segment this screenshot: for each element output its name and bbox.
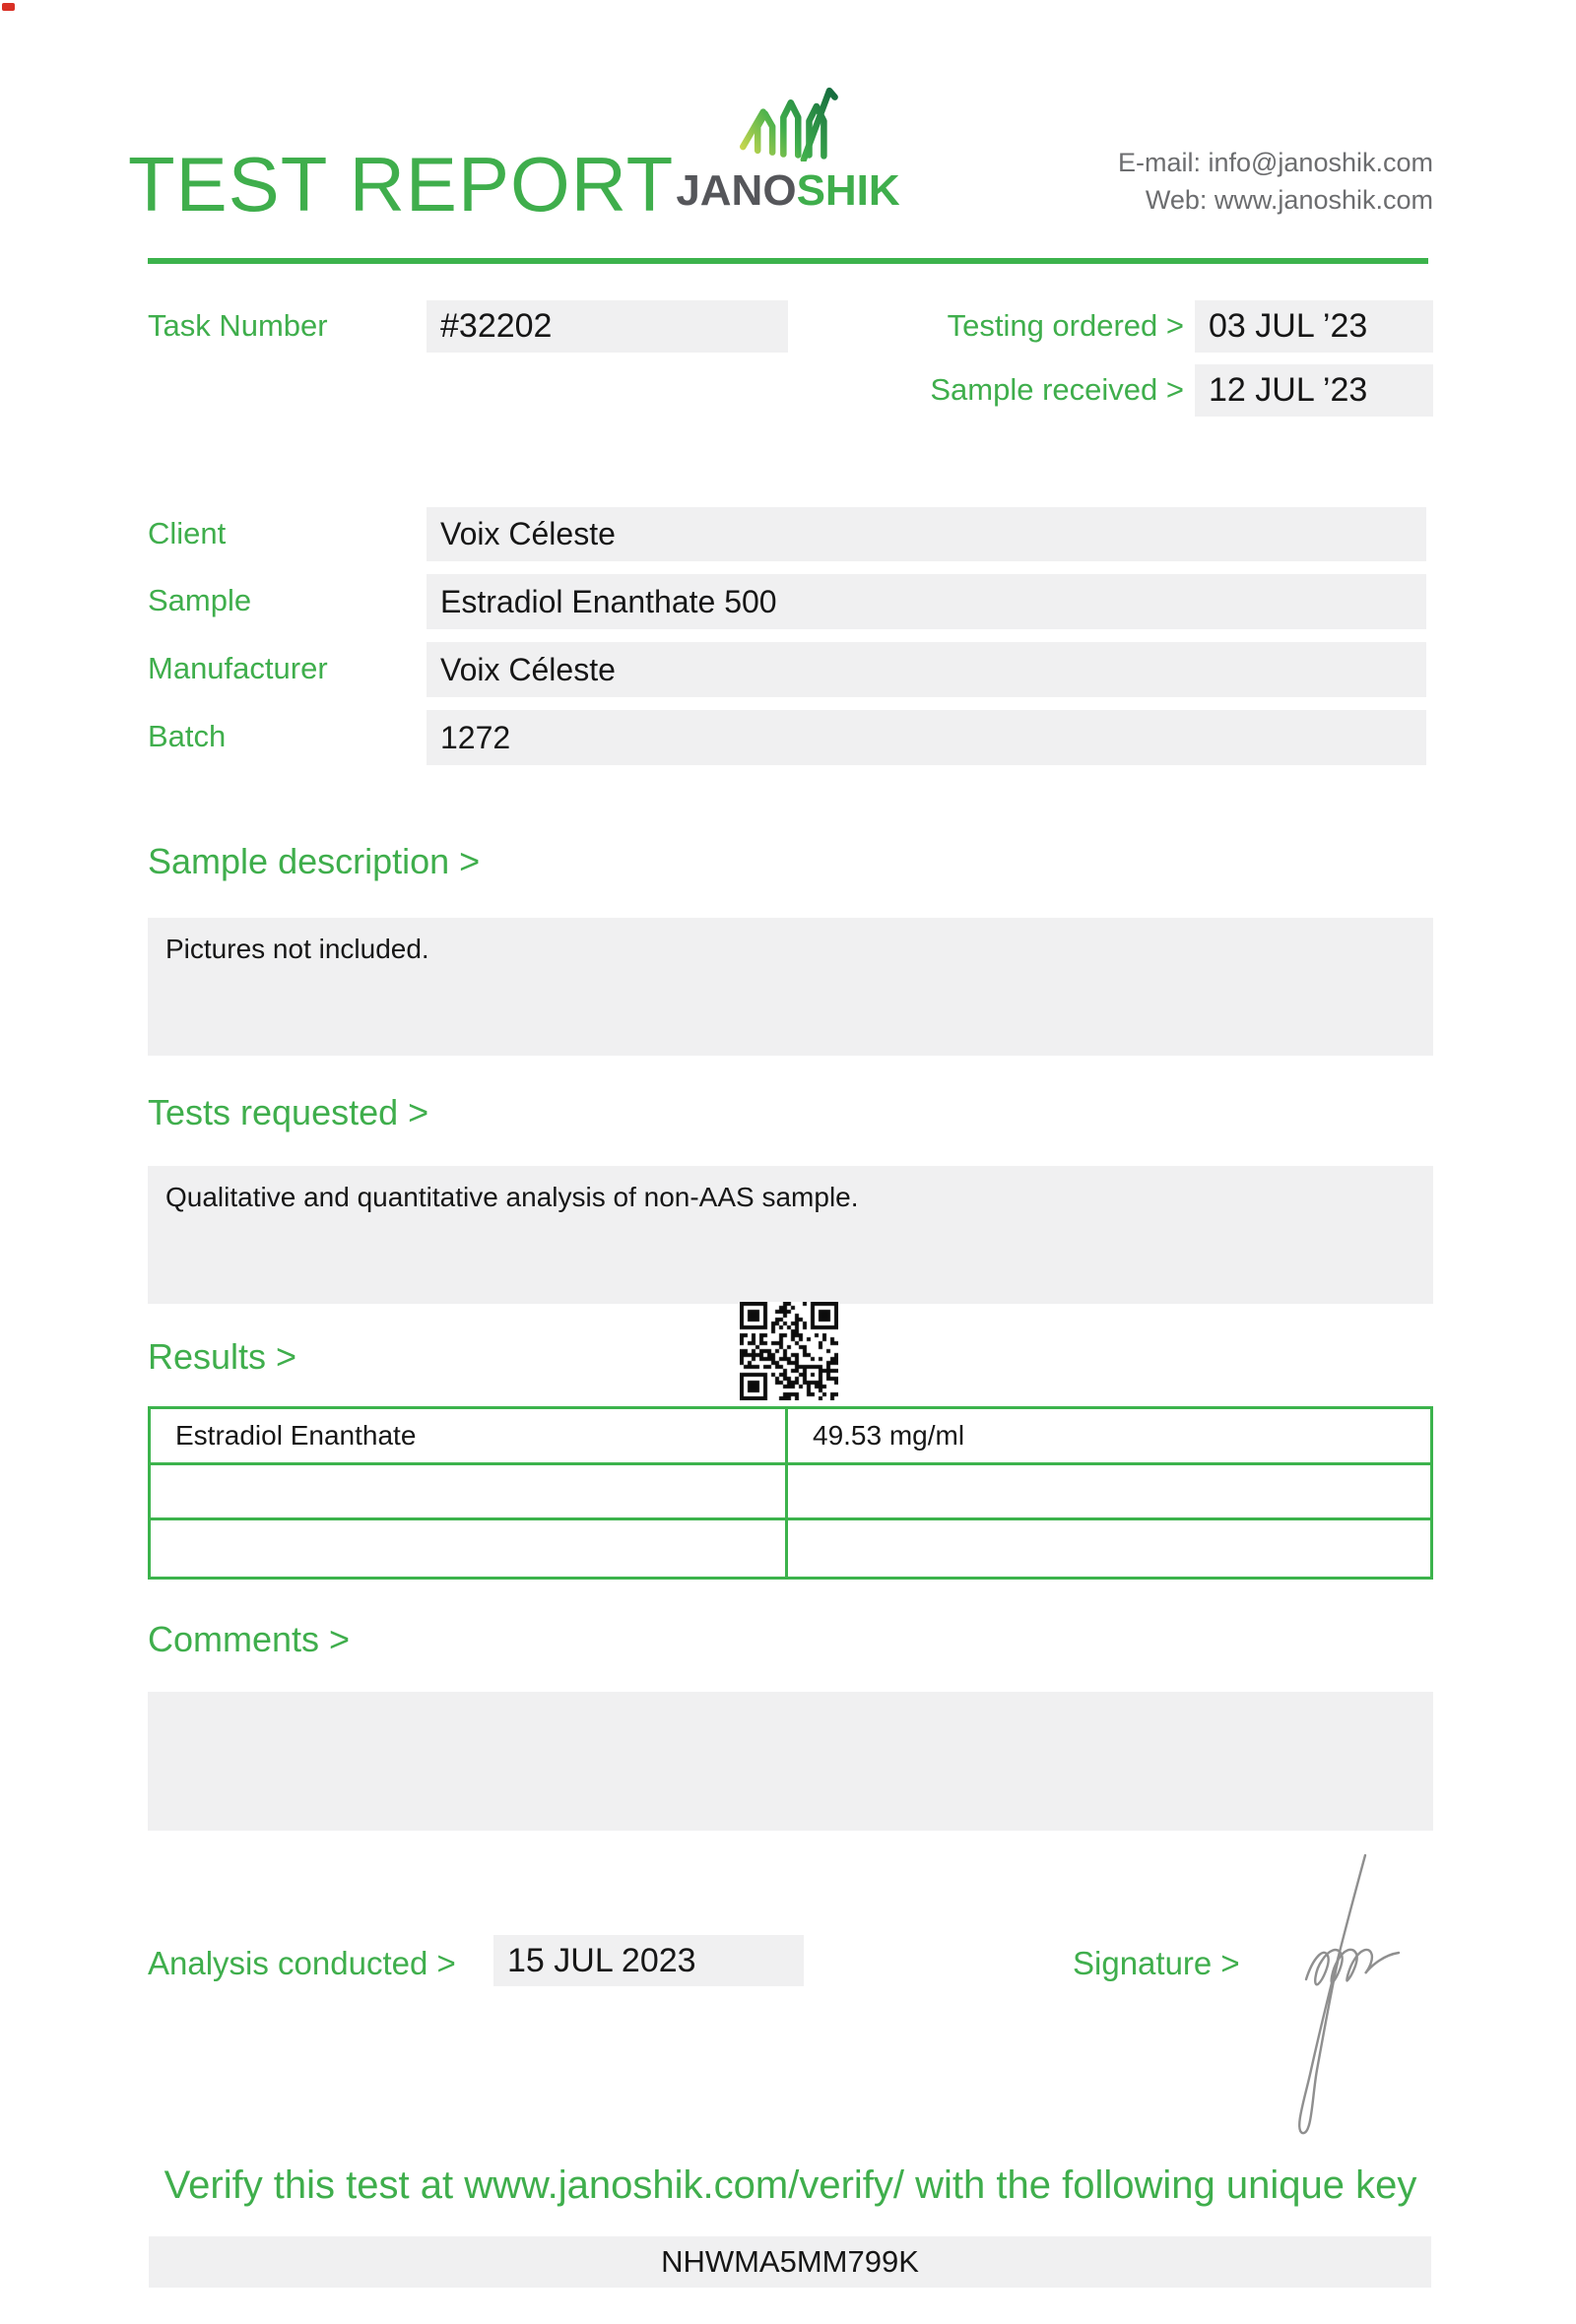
- contact-block: [1118, 144, 1433, 219]
- results-heading: Results >: [148, 1336, 297, 1377]
- sample-description-heading: Sample description >: [148, 841, 481, 881]
- client-value: Voix Céleste: [427, 507, 1426, 561]
- qr-code: [740, 1302, 838, 1400]
- results-cell-result: 49.53 mg/ml: [788, 1409, 1430, 1465]
- wordmark-jano: JANO: [676, 166, 797, 215]
- page-title: TEST REPORT: [128, 141, 675, 227]
- results-cell-result: [788, 1465, 1430, 1521]
- janoshik-chart-icon: [737, 79, 839, 166]
- analysis-conducted-label: Analysis conducted >: [148, 1945, 456, 1981]
- sample-description-text: Pictures not included.: [148, 918, 1433, 1056]
- manufacturer-value: Voix Céleste: [427, 642, 1426, 697]
- verify-instruction: Verify this test at www.janoshik.com/verify/ with the following unique key: [164, 2163, 1417, 2207]
- signature-image: [1263, 1849, 1406, 2142]
- scan-artifact: [2, 3, 15, 11]
- testing-ordered-date: 03 JUL ’23: [1195, 300, 1433, 353]
- wordmark-shik: SHIK: [796, 166, 900, 215]
- task-number-value: #32202: [427, 300, 788, 353]
- manufacturer-label: Manufacturer: [148, 651, 328, 685]
- results-cell-result: [788, 1520, 1430, 1577]
- web-line: Web: www.janoshik.com: [1145, 185, 1433, 215]
- tests-requested-heading: Tests requested >: [148, 1092, 429, 1132]
- sample-received-label: Sample received >: [930, 372, 1184, 407]
- sample-value: Estradiol Enanthate 500: [427, 574, 1426, 629]
- janoshik-wordmark: [670, 166, 906, 215]
- testing-ordered-label: Testing ordered >: [947, 308, 1184, 343]
- analysis-conducted-date: 15 JUL 2023: [493, 1935, 804, 1986]
- batch-value: 1272: [427, 710, 1426, 765]
- comments-text: [148, 1692, 1433, 1831]
- results-cell-substance: [151, 1520, 788, 1577]
- results-cell-substance: Estradiol Enanthate: [151, 1409, 788, 1465]
- tests-requested-text: Qualitative and quantitative analysis of non-AAS sample.: [148, 1166, 1433, 1304]
- email-line: E-mail: info@janoshik.com: [1117, 148, 1433, 177]
- signature-label: Signature >: [1073, 1945, 1240, 1981]
- results-cell-substance: [151, 1465, 788, 1521]
- sample-received-date: 12 JUL ’23: [1195, 364, 1433, 417]
- task-number-label: Task Number: [148, 308, 328, 343]
- client-label: Client: [148, 516, 227, 550]
- unique-key-value: NHWMA5MM799K: [149, 2236, 1431, 2288]
- batch-label: Batch: [148, 719, 227, 753]
- comments-heading: Comments >: [148, 1619, 351, 1659]
- header-divider: [148, 258, 1428, 264]
- results-table: [148, 1406, 1433, 1580]
- sample-label: Sample: [148, 583, 252, 617]
